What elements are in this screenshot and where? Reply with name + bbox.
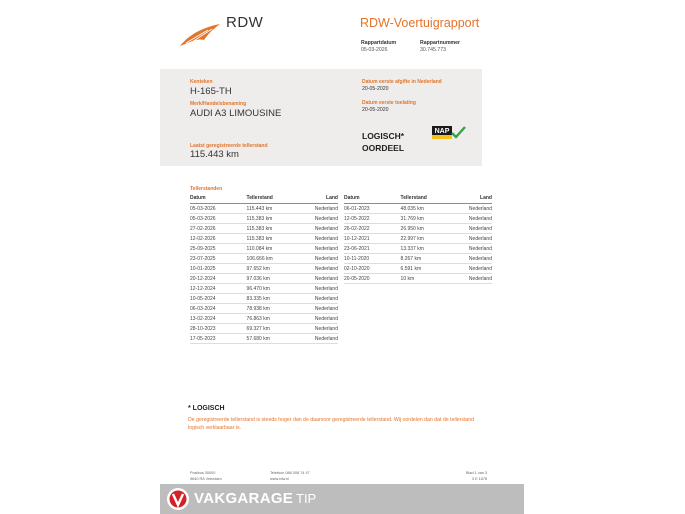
- header-datum: Datum: [190, 194, 233, 204]
- row-tellerstand: 83.335 km: [233, 294, 300, 304]
- row-tellerstand: 13.337 km: [387, 244, 454, 254]
- rapport-datum-value: 05-03-2026: [361, 47, 388, 53]
- row-tellerstand: 110.084 km: [233, 244, 300, 254]
- tellerstanden-rows-right: [344, 204, 492, 284]
- row-datum: 26-02-2022: [344, 224, 387, 234]
- row-tellerstand: 26.950 km: [387, 224, 454, 234]
- row-tellerstand: 76.863 km: [233, 314, 300, 324]
- eerste-nl-value: 20-05-2020: [362, 86, 389, 92]
- table-row: [344, 274, 492, 284]
- row-datum: 25-09-2025: [190, 244, 233, 254]
- row-tellerstand: 57.680 km: [233, 334, 300, 344]
- table-row: [190, 214, 338, 224]
- row-tellerstand: 48.035 km: [387, 204, 454, 214]
- merk-value: AUDI A3 LIMOUSINE: [190, 108, 282, 119]
- row-land: Nederland: [300, 284, 338, 294]
- header-land: Land: [300, 194, 338, 204]
- row-datum: 23-06-2021: [344, 244, 387, 254]
- row-datum: 10-01-2025: [190, 264, 233, 274]
- rapport-datum-label: Rappartdatum: [361, 40, 397, 46]
- header-datum: Datum: [344, 194, 387, 204]
- table-row: [190, 294, 338, 304]
- row-tellerstand: 106.666 km: [233, 254, 300, 264]
- row-land: Nederland: [300, 204, 338, 214]
- table-row: [344, 214, 492, 224]
- row-land: Nederland: [300, 224, 338, 234]
- footer-address-line-2: 9640 RA Veendam: [190, 477, 222, 481]
- logo-text: RDW: [226, 14, 264, 31]
- rapport-datum-block: [361, 40, 396, 54]
- oordeel-line-2: OORDEEL: [362, 143, 405, 153]
- row-datum: 06-01-2023: [344, 204, 387, 214]
- header-land: Land: [454, 194, 492, 204]
- table-row: [190, 334, 338, 344]
- vakgarage-tip: TIP: [296, 491, 317, 506]
- report-page: [160, 0, 525, 514]
- footer-address: [190, 470, 222, 482]
- row-land: Nederland: [454, 254, 492, 264]
- footer-contact-line-2: www.rdw.nl: [270, 477, 289, 481]
- row-datum: 28-10-2023: [190, 324, 233, 334]
- table-row: [344, 254, 492, 264]
- row-datum: 20-12-2024: [190, 274, 233, 284]
- footer-page-line-2: 3 E 1678: [471, 477, 488, 481]
- rapport-nummer-value: 30.745.773: [420, 47, 446, 53]
- row-land: Nederland: [454, 234, 492, 244]
- footer-address-line-1: Postbus 30000: [190, 471, 216, 475]
- row-land: Nederland: [454, 274, 492, 284]
- kenteken-label: Kenteken: [190, 79, 213, 85]
- table-row: [190, 274, 338, 284]
- row-datum: 10-11-2020: [344, 254, 387, 264]
- row-tellerstand: 31.769 km: [387, 214, 454, 224]
- row-land: Nederland: [454, 224, 492, 234]
- footer-contact: [270, 470, 310, 482]
- row-datum: 10-05-2024: [190, 294, 233, 304]
- row-tellerstand: 115.383 km: [233, 214, 300, 224]
- row-datum: 23-07-2025: [190, 254, 233, 264]
- row-land: Nederland: [300, 304, 338, 314]
- report-title: RDW-Voertuigrapport: [360, 16, 480, 30]
- footnote-title: * LOGISCH: [188, 405, 225, 412]
- table-row: [190, 264, 338, 274]
- eerste-toelating-value: 20-05-2020: [362, 107, 389, 113]
- row-tellerstand: 115.383 km: [233, 234, 300, 244]
- table-row: [190, 234, 338, 244]
- row-land: Nederland: [300, 314, 338, 324]
- row-land: Nederland: [454, 264, 492, 274]
- row-tellerstand: 115.383 km: [233, 224, 300, 234]
- row-land: Nederland: [300, 234, 338, 244]
- oordeel-line-1: LOGISCH*: [362, 131, 405, 141]
- row-datum: 17-05-2023: [190, 334, 233, 344]
- table-row: [190, 304, 338, 314]
- table-header-row: [190, 194, 338, 204]
- row-tellerstand: 8.267 km: [387, 254, 454, 264]
- row-land: Nederland: [454, 214, 492, 224]
- row-land: Nederland: [454, 204, 492, 214]
- row-datum: 12-02-2026: [190, 234, 233, 244]
- row-land: Nederland: [300, 264, 338, 274]
- eerste-nl-label: Datum eerste afgifte in Nederland: [362, 79, 442, 85]
- row-datum: 05-03-2026: [190, 214, 233, 224]
- row-tellerstand: 22.997 km: [387, 234, 454, 244]
- header-tellerstand: Tellerstand: [387, 194, 454, 204]
- footnote-text: De geregistreerde tellerstand is steeds hoger dan de daarvoor geregistreerde tellerstand. Wij oordelen dan dat de tellerstand logisch verklaarbaar is.: [188, 417, 475, 431]
- row-tellerstand: 96.470 km: [233, 284, 300, 294]
- rapport-nummer-label: Rappartnummer: [420, 40, 461, 46]
- table-row: [190, 254, 338, 264]
- row-tellerstand: 6.591 km: [387, 264, 454, 274]
- merk-label: Merk/Handelsbenaming: [190, 101, 247, 107]
- row-land: Nederland: [454, 244, 492, 254]
- footer-page-line-1: Blad 1 van 3: [466, 471, 488, 475]
- table-header-row: [344, 194, 492, 204]
- table-row: [344, 264, 492, 274]
- table-row: [190, 204, 338, 214]
- footer-contact-line-1: Telefoon 088 008 74 47: [270, 471, 310, 475]
- row-tellerstand: 97.652 km: [233, 264, 300, 274]
- tellerstanden-title: Tellerstanden: [190, 186, 223, 192]
- table-row: [344, 224, 492, 234]
- row-tellerstand: 115.443 km: [233, 204, 300, 214]
- vakgarage-badge-icon: [166, 487, 190, 511]
- table-row: [190, 224, 338, 234]
- eerste-toelating-label: Datum eerste toelating: [362, 100, 416, 106]
- rdw-logo-icon: [178, 22, 222, 48]
- row-datum: 02-10-2020: [344, 264, 387, 274]
- row-land: Nederland: [300, 324, 338, 334]
- tellerstanden-rows-left: [190, 204, 338, 344]
- table-row: [344, 234, 492, 244]
- table-row: [190, 314, 338, 324]
- table-row: [190, 284, 338, 294]
- tellerstand-value: 115.443 km: [190, 149, 239, 160]
- vakgarage-banner: [160, 484, 524, 514]
- nap-logo-text: NAP: [434, 128, 450, 135]
- footer-page-info: [466, 470, 487, 482]
- kenteken-value: H-165-TH: [190, 86, 232, 97]
- table-row: [344, 244, 492, 254]
- rapport-nummer-block: [420, 40, 460, 54]
- row-datum: 10-12-2021: [344, 234, 387, 244]
- header-tellerstand: Tellerstand: [233, 194, 300, 204]
- tellerstanden-table-right: [344, 194, 492, 284]
- row-datum: 12-12-2024: [190, 284, 233, 294]
- row-tellerstand: 97.036 km: [233, 274, 300, 284]
- row-tellerstand: 78.938 km: [233, 304, 300, 314]
- row-land: Nederland: [300, 214, 338, 224]
- row-datum: 12-05-2022: [344, 214, 387, 224]
- row-datum: 13-02-2024: [190, 314, 233, 324]
- row-datum: 06-03-2024: [190, 304, 233, 314]
- row-datum: 20-05-2020: [344, 274, 387, 284]
- row-land: Nederland: [300, 294, 338, 304]
- row-land: Nederland: [300, 244, 338, 254]
- row-tellerstand: 69.327 km: [233, 324, 300, 334]
- row-datum: 27-02-2026: [190, 224, 233, 234]
- nap-checkmark-icon: [432, 126, 466, 139]
- row-land: Nederland: [300, 334, 338, 344]
- table-row: [190, 244, 338, 254]
- row-land: Nederland: [300, 274, 338, 284]
- oordeel-label: [362, 130, 404, 154]
- row-land: Nederland: [300, 254, 338, 264]
- table-row: [190, 324, 338, 334]
- row-datum: 05-03-2026: [190, 204, 233, 214]
- table-row: [344, 204, 492, 214]
- row-tellerstand: 10 km: [387, 274, 454, 284]
- tellerstanden-table-left: [190, 194, 338, 344]
- vakgarage-brand: VAKGARAGE: [194, 490, 294, 507]
- tellerstand-label: Laatst geregistreerde tellerstand: [190, 143, 268, 149]
